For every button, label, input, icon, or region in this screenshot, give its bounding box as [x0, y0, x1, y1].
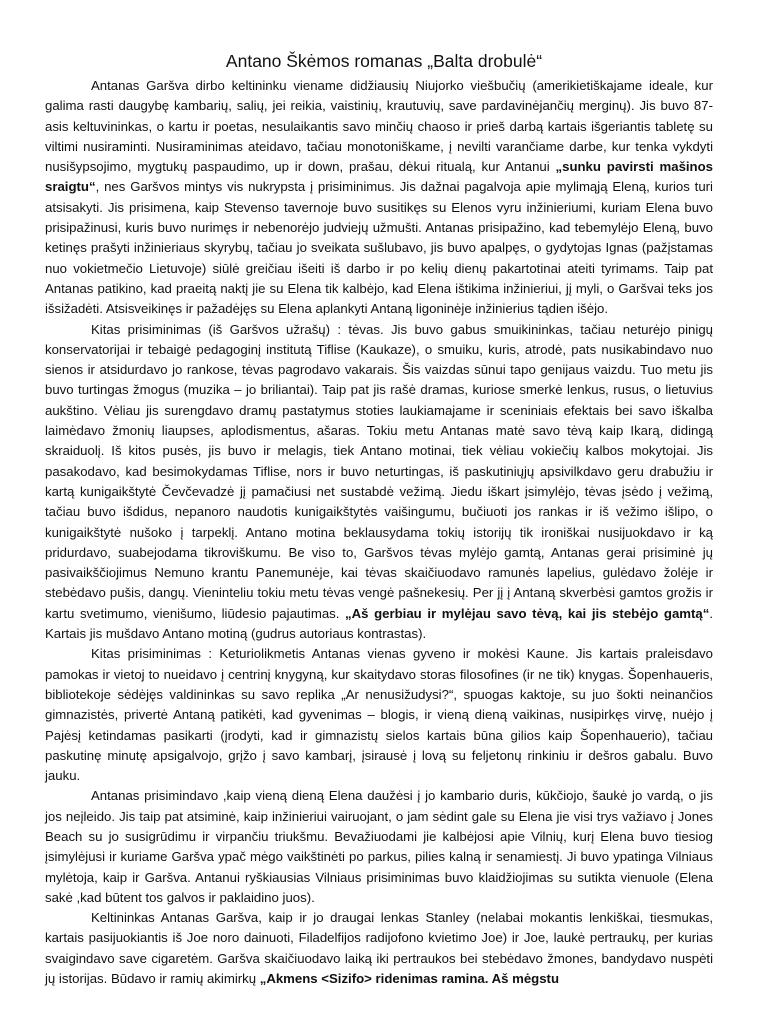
- paragraph-text: Kitas prisiminimas (iš Garšvos užrašų) : tėvas. Jis buvo gabus smuikininkas, tačiau neturėjo pinigų konservatorijai ir tebaigė pedagoginį institutą Tiflise (Kaukaze), o smuiku, kuris, atrodė, pats nusikabindavo nuo sienos ir atsidurdavo jo rankose, tėvas pagrodavo vakarais. Šis vaizdas sūnui tapo genijaus vaizdu. Tuo metu jis buvo turtingas žmogus (muzika – jo briliantai). Taip pat jis rašė dramas, kuriose smerkė lenkus, rusus, o lietuvius aukštino. Vėliau jis surengdavo dramų pastatymus stoties laukiamajame ir sceniniais efektais bei savo iškalba laimėdavo žmonių liaupses, aplodismentus, ašaras. Tokiu metu Antanas matė savo tėvą kaip Ikarą, didingą skraiduolį. Iš kitos pusės, jis buvo ir melagis, tiek Antano motinai, tiek vėliau vokiečių kalbos mokytojai. Jis pasakodavo, kad besimokydamas Tiflise, nors ir buvo neturtingas, iš paskutiniųjų apsivilkdavo geru drabužiu ir kartą kunigaikštytė Čevčevadzė jį pamačiusi net sustabdė vežimą. Jiedu iškart įsimylėjo, tėvas įsėdo į vežimą, tačiau buvo išdidus, nepanoro naudotis kunigaikštytės vaišingumu, bučiuoti jos rankas ir iš vežimo išlipo, o kunigaikštytė nušoko į tarpeklį. Antano motina beklausydama tokių istorijų tik ironiškai nusijuokdavo ir ką pridurdavo, suabejodama tikroviškumu. Be viso to, Garšvos tėvas mylėjo gamtą, Antanas gerai prisiminė jų pasivaikščiojimus Nemuno krantu Panemunėje, kai tėvas skaičiuodavo ramunės lapelius, gulėdavo žolėje ir stebėdavo pušis, dangų. Vieninteliu tokiu metu tėvas vengė pašnekesių. Per jį į Antaną skverbėsi gamtos grožis ir kartu svetimumo, vienišumo, liūdesio pajautimas.: [45, 321, 713, 621]
- bold-quote: „Akmens <Sizifo> ridenimas ramina. Aš mėgstu: [259, 971, 559, 987]
- paragraph-text: Antanas Garšva dirbo keltininku viename didžiausių Niujorko viešbučių (amerikietiškajame ideale, kur galima rasti daugybę kambarių, salių, jei reikia, vaistinių, krautuvių, save pardavinėjančių merginų). Jis buvo 87-asis keltuvininkas, o kartu ir poetas, nesulaikantis savo minčių chaoso ir prieš darbą kartais išgeriantis tabletę su viltimi nusiraminti. Nusiraminimas ateidavo, tačiau monotoniškame, į nevilti varančiame darbe, kur tenka vykdyti nusišypsojimo, mygtukų paspaudimo, up ir down, prašau, dėkui ritualą, kur Antanui: [45, 78, 713, 175]
- bold-quote: „sunku pavirsti mašinos sraigtu“: [45, 159, 714, 195]
- paragraph-text: Keltininkas Antanas Garšva, kaip ir jo draugai lenkas Stanley (nelabai mokantis lenkiškai, tiesmukas, kartais pasijuokiantis iš Joe noro dainuoti, Filadelfijos radijofono kvietimo Joe) ir Joe, laukė pertraukų, per kurias svaigindavo save cigaretėm. Garšva skaičiuodavo laiką iki pertraukos bei stebėdavo žmones, bandydavo nuspėti jų istorijas. Būdavo ir ramių akimirkų: [45, 910, 713, 987]
- document-body: [45, 76, 713, 989]
- paragraph-3: [45, 644, 713, 786]
- paragraph-5: [45, 908, 713, 989]
- paragraph-1: [45, 76, 713, 320]
- paragraph-4: [45, 786, 713, 908]
- paragraph-text: Antanas prisimindavo ,kaip vieną dieną Elena daužėsi į jo kambario duris, kūkčiojo, šaukė jo vardą, o jis jos neįleido. Jis taip pat atsiminė, kaip inžinieriui vairuojant, o jam sėdint gale su Elena jie visi trys važiavo į Jones Beach su jo susigrūdimu ir virpančiu triukšmu. Bevažiuodami jie kalbėjosi apie Vilnių, kurį Elena buvo tiesiog įsimylėjusi ir kuriame Garšva ypač mėgo vaikštinėti po parkus, pilies kalną ir senamiestį. Ji buvo ypatinga Vilniaus mylėtoja, kaip ir Garšva. Antanui ryškiausias Vilniaus prisiminimas buvo klaidžiojimas su sutikta vienuole (Elena sakė ,kad būtent tos galvos ir paklaidino juos).: [45, 788, 713, 905]
- bold-quote: „Aš gerbiau ir mylėjau savo tėvą, kai jis stebėjo gamtą“: [345, 605, 710, 621]
- paragraph-text: , nes Garšvos mintys vis nukrypsta į prisiminimus. Jis dažnai pagalvoja apie mylimąją Eleną, kurios turi atsisakyti. Jis prisimena, kaip Stevenso tavernoje buvo susitikęs su Elenos vyru inžinieriumi, kuriam Elena buvo prisipažinusi, kuris buvo nurimęs ir nebenorėjo judviejų užmušti. Antanas prisipažino, kad tebemylėjo Eleną, buvo ketinęs prašyti inžinieriaus skyrybų, tačiau jo sveikata sušlubavo, jis buvo apalpęs, o gydytojas Ignas (pažįstamas nuo vokietmečio Lietuvoje) siūlė greičiau išeiti iš darbo ir po kelių dienų pakartotinai ateiti tyrimams. Taip pat Antanas patikino, kad praeitą naktį jie su Elena tik kalbėjo, kad Elena ištikima inžinieriui, jį myli, o Garšvai teks jos išsižadėti. Atsisveikinęs ir pažadėjęs su Elena aplankyti Antaną ligoninėje inžinierius tądien išėjo.: [45, 179, 713, 317]
- document-title: Antano Škėmos romanas „Balta drobulė“: [225, 51, 543, 71]
- paragraph-2: [45, 320, 713, 645]
- paragraph-text: Kitas prisiminimas : Keturiolikmetis Antanas vienas gyveno ir mokėsi Kaune. Jis kartais praleisdavo pamokas ir vietoj to nueidavo į centrinį knygyną, kur skaitydavo storas filosofines (ir ne tik) knygas. Šopenhaueris, bibliotekoje sėdėjęs valdininkas su savo replika „Ar nenusižudysi?“, spuogas kaktoje, su juo šokti neinančios gimnazistės, privertė Antaną patikėti, kad gyvenimas – blogis, ir vieną dieną vaikinas, nusipirkęs virvę, nuėjo į Pajėsį ketindamas pasikarti (įrodyti, kad ir gimnazistų sielos kartais būna gilios kaip Šopenhauerio), tačiau paskutinę minutę apsigalvojo, grįžo į savo kambarį, įsirausė į lovą su feljetonų rinkiniu ir dešros gabalu. Buvo jauku.: [45, 646, 713, 784]
- paragraph-text: . Kartais jis mušdavo Antano motiną (gudrus autoriaus kontrastas).: [45, 605, 713, 642]
